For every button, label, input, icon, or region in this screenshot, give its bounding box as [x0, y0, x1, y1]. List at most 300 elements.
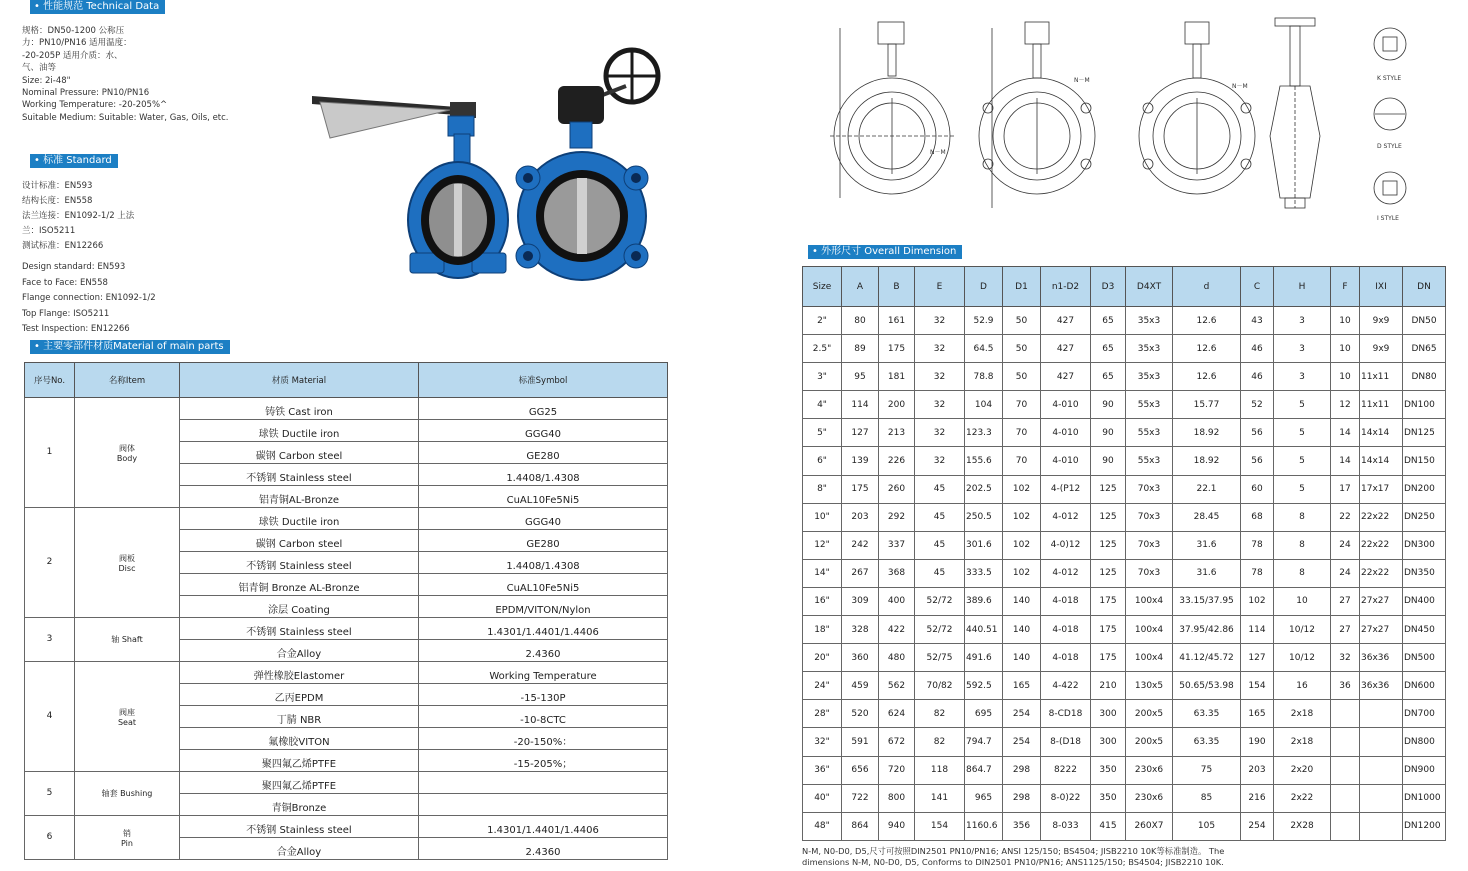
material-cell: 聚四氟乙烯PTFE	[180, 750, 419, 772]
table-cell: 22.1	[1173, 475, 1241, 503]
table-cell: 672	[879, 728, 915, 756]
table-cell: 105	[1173, 812, 1241, 840]
table-cell: 965	[965, 784, 1003, 812]
table-cell: 4-018	[1041, 644, 1091, 672]
table-cell: 33.15/37.95	[1173, 587, 1241, 615]
part-name-en: Seat	[117, 717, 137, 727]
table-cell: 27x27	[1360, 616, 1403, 644]
column-header: H	[1274, 267, 1331, 307]
part-number: 4	[25, 662, 75, 772]
symbol-cell: -15-205%；	[419, 750, 668, 772]
table-cell: 427	[1041, 363, 1091, 391]
part-name-cn: 销	[123, 828, 131, 838]
table-cell: 78	[1241, 559, 1274, 587]
table-cell: 130x5	[1126, 672, 1173, 700]
table-cell: 356	[1003, 812, 1041, 840]
table-cell: 940	[879, 812, 915, 840]
table-cell: 301.6	[965, 531, 1003, 559]
spec-line: -20-205P 适用介质：水、	[22, 50, 123, 61]
table-cell: 12.6	[1173, 363, 1241, 391]
symbol-cell: GE280	[419, 442, 668, 464]
table-cell: 32	[915, 335, 965, 363]
materials-table	[24, 362, 668, 860]
table-cell: 360	[842, 644, 879, 672]
material-cell: 弹性橡胶Elastomer	[180, 662, 419, 684]
table-cell: 154	[1241, 672, 1274, 700]
table-cell: 70x3	[1126, 475, 1173, 503]
column-header: F	[1331, 267, 1360, 307]
table-cell: 8	[1274, 531, 1331, 559]
table-cell	[1360, 784, 1403, 812]
table-cell: 8-(D18	[1041, 728, 1091, 756]
symbol-cell: -15-130P	[419, 684, 668, 706]
table-row	[803, 335, 1446, 363]
table-cell: 14	[1331, 419, 1360, 447]
table-row	[803, 728, 1446, 756]
i-style-label: I STYLE	[1377, 215, 1399, 222]
symbol-cell: 2.4360	[419, 640, 668, 662]
table-cell: 592.5	[965, 672, 1003, 700]
table-cell: 2x18	[1274, 700, 1331, 728]
drawing-lug-front	[979, 22, 1095, 208]
table-cell: 250.5	[965, 503, 1003, 531]
part-name	[75, 662, 180, 772]
table-row	[803, 447, 1446, 475]
table-cell: 226	[879, 447, 915, 475]
table-cell: 175	[1091, 587, 1126, 615]
symbol-cell: EPDM/VITON/Nylon	[419, 596, 668, 618]
table-cell: 22x22	[1360, 531, 1403, 559]
table-cell: 260X7	[1126, 812, 1173, 840]
table-cell: 309	[842, 587, 879, 615]
table-cell: 298	[1003, 784, 1041, 812]
table-cell: 50.65/53.98	[1173, 672, 1241, 700]
table-cell: DN400	[1403, 587, 1446, 615]
standard-header: • 标准 Standard	[30, 154, 118, 168]
table-cell: 50	[1003, 363, 1041, 391]
table-cell: 60	[1241, 475, 1274, 503]
table-cell: 520	[842, 700, 879, 728]
table-cell: 5	[1274, 419, 1331, 447]
table-row	[25, 618, 668, 640]
table-cell: 22x22	[1360, 559, 1403, 587]
table-cell: 4-(P12	[1041, 475, 1091, 503]
table-row	[803, 363, 1446, 391]
table-cell: 4-010	[1041, 391, 1091, 419]
table-cell: 114	[1241, 616, 1274, 644]
table-row	[25, 772, 668, 794]
material-cell: 铸铁 Cast iron	[180, 398, 419, 420]
table-cell: 82	[915, 728, 965, 756]
part-number: 6	[25, 816, 75, 860]
table-row	[803, 531, 1446, 559]
technical-data-text	[22, 25, 229, 124]
column-header: D	[965, 267, 1003, 307]
standard-line: 法兰连接：EN1092-1/2 上法	[22, 211, 135, 221]
wafer-valve	[408, 116, 508, 278]
footnote-line: dimensions N-M, N0-D0, D5, Conforms to DIN2501 PN10/PN16; ANS1125/150; BS4504; JISB2210 10K.	[802, 856, 1224, 867]
table-row	[803, 587, 1446, 615]
table-row	[803, 644, 1446, 672]
table-cell: 48"	[803, 812, 842, 840]
table-cell: 4-0)12	[1041, 531, 1091, 559]
table-cell: 864.7	[965, 756, 1003, 784]
table-cell: 125	[1091, 531, 1126, 559]
table-cell: 40"	[803, 784, 842, 812]
symbol-cell: 2.4360	[419, 838, 668, 860]
table-cell: 656	[842, 756, 879, 784]
table-cell: 75	[1173, 756, 1241, 784]
table-cell: 440.51	[965, 616, 1003, 644]
table-cell: DN350	[1403, 559, 1446, 587]
table-cell: 141	[915, 784, 965, 812]
table-cell: 4-018	[1041, 587, 1091, 615]
table-cell: 8	[1274, 559, 1331, 587]
table-cell: 104	[965, 391, 1003, 419]
table-cell: DN900	[1403, 756, 1446, 784]
drawing-wafer-front	[830, 22, 954, 198]
table-cell: DN150	[1403, 447, 1446, 475]
table-cell: 56	[1241, 447, 1274, 475]
table-row	[803, 784, 1446, 812]
table-cell: 70x3	[1126, 559, 1173, 587]
table-cell: 2"	[803, 307, 842, 335]
column-header: DN	[1403, 267, 1446, 307]
table-cell: 27x27	[1360, 587, 1403, 615]
table-cell: 24"	[803, 672, 842, 700]
table-cell: 6"	[803, 447, 842, 475]
table-cell: 161	[879, 307, 915, 335]
symbol-cell: CuAL10Fe5Ni5	[419, 486, 668, 508]
table-cell: 90	[1091, 391, 1126, 419]
table-cell: 36x36	[1360, 644, 1403, 672]
material-cell: 不锈钢 Stainless steel	[180, 464, 419, 486]
standard-cn-text	[22, 179, 134, 254]
nm-label: N－M	[930, 149, 946, 156]
part-name-cn: 轴套 Bushing	[101, 789, 153, 798]
table-cell: 203	[842, 503, 879, 531]
table-cell: 32	[915, 307, 965, 335]
table-cell: 140	[1003, 587, 1041, 615]
material-cell: 不锈钢 Stainless steel	[180, 552, 419, 574]
table-row	[803, 756, 1446, 784]
table-cell: 22x22	[1360, 503, 1403, 531]
table-cell: 70	[1003, 391, 1041, 419]
table-row	[803, 307, 1446, 335]
table-cell: 1160.6	[965, 812, 1003, 840]
table-cell: 230x6	[1126, 756, 1173, 784]
table-cell: 55x3	[1126, 447, 1173, 475]
spec-line: Suitable Medium: Suitable: Water, Gas, Oils, etc.	[22, 112, 229, 123]
column-header: 序号No.	[25, 363, 75, 398]
part-name	[75, 772, 180, 816]
table-cell: 70	[1003, 447, 1041, 475]
table-cell: 202.5	[965, 475, 1003, 503]
table-cell: 64.5	[965, 335, 1003, 363]
table-cell: 63.35	[1173, 728, 1241, 756]
table-cell: 70x3	[1126, 531, 1173, 559]
table-cell: 2x20	[1274, 756, 1331, 784]
table-cell: 350	[1091, 784, 1126, 812]
material-cell: 不锈钢 Stainless steel	[180, 618, 419, 640]
table-cell: 17x17	[1360, 475, 1403, 503]
column-header: E	[915, 267, 965, 307]
part-number: 1	[25, 398, 75, 508]
table-cell: DN50	[1403, 307, 1446, 335]
column-header: 材质 Material	[180, 363, 419, 398]
valve-product-photo	[300, 38, 670, 298]
table-cell: 165	[1003, 672, 1041, 700]
table-cell: 415	[1091, 812, 1126, 840]
table-cell: 10	[1331, 307, 1360, 335]
table-cell: 695	[965, 700, 1003, 728]
table-cell: 422	[879, 616, 915, 644]
table-cell: DN100	[1403, 391, 1446, 419]
table-cell: 52.9	[965, 307, 1003, 335]
table-cell: 50	[1003, 335, 1041, 363]
table-cell: 140	[1003, 616, 1041, 644]
table-cell: 200x5	[1126, 700, 1173, 728]
table-cell: 8222	[1041, 756, 1091, 784]
table-cell: 459	[842, 672, 879, 700]
standard-line: Test Inspection: EN12266	[22, 324, 130, 335]
column-header: n1-D2	[1041, 267, 1091, 307]
spec-line: 力：PN10/PN16 适用温度：	[22, 38, 132, 49]
table-cell: 14x14	[1360, 419, 1403, 447]
table-cell	[1360, 812, 1403, 840]
table-cell: 4-422	[1041, 672, 1091, 700]
table-cell: 35x3	[1126, 363, 1173, 391]
table-cell: 292	[879, 503, 915, 531]
table-cell: 31.6	[1173, 559, 1241, 587]
table-cell: 32	[915, 391, 965, 419]
footnote-line: N-M, N0-D0, D5,尺寸可按照DIN2501 PN10/PN16; ANSI 125/150; BS4504; JISB2210 10K等标准制造。 The	[802, 846, 1225, 856]
table-cell: 102	[1003, 503, 1041, 531]
table-cell: 90	[1091, 419, 1126, 447]
table-cell: 36	[1331, 672, 1360, 700]
table-cell: 32	[915, 363, 965, 391]
table-cell: DN700	[1403, 700, 1446, 728]
table-cell: 389.6	[965, 587, 1003, 615]
material-cell: 合金Alloy	[180, 838, 419, 860]
table-cell: 300	[1091, 728, 1126, 756]
table-cell: DN450	[1403, 616, 1446, 644]
table-cell: 12"	[803, 531, 842, 559]
table-cell: 46	[1241, 363, 1274, 391]
table-cell: 4-010	[1041, 447, 1091, 475]
part-number: 3	[25, 618, 75, 662]
table-cell: 9x9	[1360, 335, 1403, 363]
table-cell: 8-033	[1041, 812, 1091, 840]
technical-data-header: • 性能规范 Technical Data	[30, 0, 165, 14]
table-cell: 89	[842, 335, 879, 363]
table-cell: DN1000	[1403, 784, 1446, 812]
table-cell: 2x18	[1274, 728, 1331, 756]
standard-line: 结构长度：EN558	[22, 196, 93, 206]
table-cell: 794.7	[965, 728, 1003, 756]
table-cell: 480	[879, 644, 915, 672]
table-cell: 68	[1241, 503, 1274, 531]
table-cell: 260	[879, 475, 915, 503]
table-cell: 100x4	[1126, 644, 1173, 672]
table-cell: 14x14	[1360, 447, 1403, 475]
part-name-en: Pin	[121, 838, 133, 848]
table-row	[803, 503, 1446, 531]
table-cell: 254	[1003, 728, 1041, 756]
standard-line: Top Flange: ISO5211	[22, 308, 110, 319]
table-cell: 175	[1091, 616, 1126, 644]
table-cell: 37.95/42.86	[1173, 616, 1241, 644]
table-cell: 36"	[803, 756, 842, 784]
spec-line: Nominal Pressure: PN10/PN16	[22, 87, 150, 98]
table-cell: 90	[1091, 447, 1126, 475]
table-cell	[1331, 700, 1360, 728]
table-cell: 200x5	[1126, 728, 1173, 756]
table-cell: 32	[915, 419, 965, 447]
table-cell: DN200	[1403, 475, 1446, 503]
table-cell: 267	[842, 559, 879, 587]
column-header: 名称Item	[75, 363, 180, 398]
drawing-side-view	[1270, 18, 1320, 208]
table-cell: 35x3	[1126, 335, 1173, 363]
lug-valve	[516, 152, 648, 280]
table-cell: 18.92	[1173, 419, 1241, 447]
table-cell: 175	[1091, 644, 1126, 672]
table-cell: 5"	[803, 419, 842, 447]
table-cell: 203	[1241, 756, 1274, 784]
symbol-cell: GE280	[419, 530, 668, 552]
part-name-en: Disc	[118, 563, 136, 573]
materials-header: • 主要零部件材质Material of main parts	[30, 340, 230, 354]
table-cell: DN300	[1403, 531, 1446, 559]
table-row	[803, 419, 1446, 447]
standard-line: 测试标准：EN12266	[22, 241, 104, 251]
table-cell: 400	[879, 587, 915, 615]
column-header: d	[1173, 267, 1241, 307]
table-cell: 32	[915, 447, 965, 475]
table-cell: 10	[1331, 335, 1360, 363]
table-cell: 10/12	[1274, 644, 1331, 672]
table-cell: 31.6	[1173, 531, 1241, 559]
table-row	[25, 398, 668, 420]
table-cell: 216	[1241, 784, 1274, 812]
column-header: 标准Symbol	[419, 363, 668, 398]
part-name	[75, 816, 180, 860]
table-cell: 368	[879, 559, 915, 587]
materials-table-header	[25, 363, 668, 398]
table-cell: 4-012	[1041, 503, 1091, 531]
column-header: A	[842, 267, 879, 307]
material-cell: 乙丙EPDM	[180, 684, 419, 706]
table-cell: 140	[1003, 644, 1041, 672]
table-cell: 254	[1003, 700, 1041, 728]
k-style-label: K STYLE	[1377, 75, 1402, 82]
table-cell: 12	[1331, 391, 1360, 419]
table-cell: 100x4	[1126, 616, 1173, 644]
material-cell: 青铜Bronze	[180, 794, 419, 816]
table-cell: 46	[1241, 335, 1274, 363]
material-cell: 碳钢 Carbon steel	[180, 442, 419, 464]
material-cell: 聚四氟乙烯PTFE	[180, 772, 419, 794]
table-cell: 4"	[803, 391, 842, 419]
symbol-cell: CuAL10Fe5Ni5	[419, 574, 668, 596]
column-header: D1	[1003, 267, 1041, 307]
table-cell: 56	[1241, 419, 1274, 447]
table-cell	[1331, 812, 1360, 840]
table-cell: 210	[1091, 672, 1126, 700]
table-cell: 78.8	[965, 363, 1003, 391]
symbol-cell: 1.4301/1.4401/1.4406	[419, 618, 668, 640]
table-row	[803, 616, 1446, 644]
symbol-cell: 1.4301/1.4401/1.4406	[419, 816, 668, 838]
part-name-en: Body	[116, 453, 138, 463]
spec-line: Size: 2i-48"	[22, 75, 71, 86]
table-cell: 102	[1003, 475, 1041, 503]
table-cell: 32	[1331, 644, 1360, 672]
table-row	[803, 672, 1446, 700]
table-cell: 27	[1331, 616, 1360, 644]
standard-line: Design standard: EN593	[22, 262, 126, 272]
table-row	[803, 700, 1446, 728]
table-cell: 70/82	[915, 672, 965, 700]
table-cell: 175	[879, 335, 915, 363]
standard-line: Face to Face: EN558	[22, 277, 108, 288]
table-cell: 328	[842, 616, 879, 644]
table-row	[25, 816, 668, 838]
table-cell: 65	[1091, 335, 1126, 363]
table-cell: 27	[1331, 587, 1360, 615]
table-cell: 491.6	[965, 644, 1003, 672]
part-number: 2	[25, 508, 75, 618]
table-cell: 18"	[803, 616, 842, 644]
table-cell: 9x9	[1360, 307, 1403, 335]
table-cell: 2.5"	[803, 335, 842, 363]
drawing-shaft-styles	[1374, 28, 1406, 204]
symbol-cell: 1.4408/1.4308	[419, 552, 668, 574]
table-cell: DN65	[1403, 335, 1446, 363]
column-header: D3	[1091, 267, 1126, 307]
table-cell: 70x3	[1126, 503, 1173, 531]
column-header: B	[879, 267, 915, 307]
table-cell: 11x11	[1360, 363, 1403, 391]
table-row	[803, 812, 1446, 840]
table-cell: 5	[1274, 391, 1331, 419]
table-cell: DN80	[1403, 363, 1446, 391]
part-name	[75, 398, 180, 508]
table-cell: 242	[842, 531, 879, 559]
standard-en-text	[22, 260, 156, 338]
material-cell: 涂层 Coating	[180, 596, 419, 618]
table-cell: 4-012	[1041, 559, 1091, 587]
table-row	[25, 662, 668, 684]
table-cell: 5	[1274, 475, 1331, 503]
table-cell: 337	[879, 531, 915, 559]
table-cell: 85	[1173, 784, 1241, 812]
table-cell: 200	[879, 391, 915, 419]
table-cell: 11x11	[1360, 391, 1403, 419]
symbol-cell	[419, 794, 668, 816]
dimensions-footnote	[802, 846, 1224, 867]
table-cell: 10"	[803, 503, 842, 531]
table-cell: 28"	[803, 700, 842, 728]
dimensions-table-header	[803, 267, 1446, 307]
table-cell: 800	[879, 784, 915, 812]
table-cell: 3	[1274, 363, 1331, 391]
column-header: D4XT	[1126, 267, 1173, 307]
table-cell	[1360, 756, 1403, 784]
table-cell: 350	[1091, 756, 1126, 784]
table-cell	[1360, 700, 1403, 728]
